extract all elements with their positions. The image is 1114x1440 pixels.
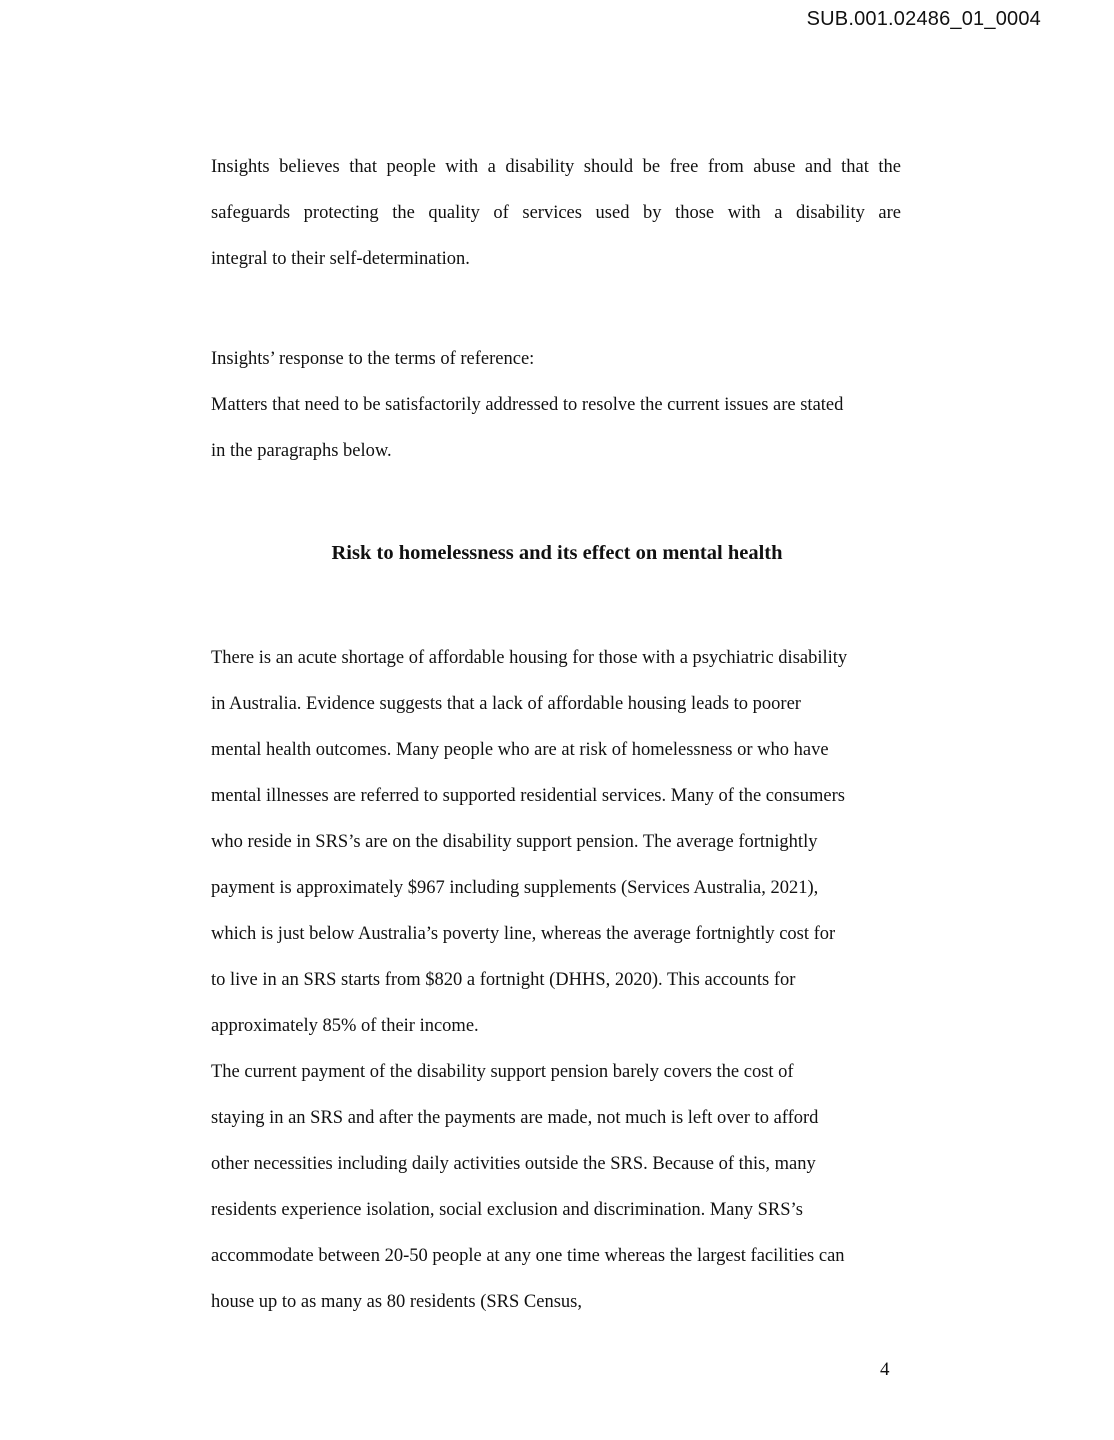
paragraph-3-line-1: There is an acute shortage of affordable housing for those with a psychiatric disability bbox=[211, 648, 848, 668]
paragraph-3-line-4: mental illnesses are referred to supported residential services. Many of the consumers bbox=[211, 786, 845, 806]
paragraph-4-line-2: staying in an SRS and after the payments are made, not much is left over to afford bbox=[211, 1108, 819, 1128]
paragraph-3-line-9: approximately 85% of their income. bbox=[211, 1016, 479, 1036]
paragraph-4-line-1: The current payment of the disability support pension barely covers the cost of bbox=[211, 1062, 794, 1082]
document-id: SUB.001.02486_01_0004 bbox=[806, 8, 1041, 30]
section-heading: Risk to homelessness and its effect on mental health bbox=[331, 542, 783, 564]
paragraph-4-line-5: accommodate between 20-50 people at any one time whereas the largest facilities can bbox=[211, 1246, 845, 1266]
paragraph-2-line-2: Matters that need to be satisfactorily addressed to resolve the current issues are stated bbox=[211, 395, 844, 415]
paragraph-4-line-3: other necessities including daily activities outside the SRS. Because of this, many bbox=[211, 1154, 816, 1174]
paragraph-3-line-8: to live in an SRS starts from $820 a fortnight (DHHS, 2020). This accounts for bbox=[211, 970, 796, 990]
paragraph-3-line-3: mental health outcomes. Many people who are at risk of homelessness or who have bbox=[211, 740, 829, 760]
paragraph-4-line-4: residents experience isolation, social exclusion and discrimination. Many SRS’s bbox=[211, 1200, 803, 1220]
paragraph-3-line-7: which is just below Australia’s poverty line, whereas the average fortnightly cost for bbox=[211, 924, 836, 944]
paragraph-1-line-2: safeguards protecting the quality of services used by those with a disability are bbox=[211, 203, 901, 223]
paragraph-3-line-2: in Australia. Evidence suggests that a lack of affordable housing leads to poorer bbox=[211, 694, 801, 714]
paragraph-2-line-3: in the paragraphs below. bbox=[211, 441, 392, 461]
paragraph-4-line-6: house up to as many as 80 residents (SRS Census, bbox=[211, 1292, 583, 1312]
paragraph-2-line-1: Insights’ response to the terms of reference: bbox=[211, 349, 535, 369]
paragraph-1-line-3: integral to their self-determination. bbox=[211, 249, 470, 269]
paragraph-1-line-1: Insights believes that people with a disability should be free from abuse and that the bbox=[211, 157, 901, 177]
paragraph-3-line-6: payment is approximately $967 including supplements (Services Australia, 2021), bbox=[211, 878, 819, 898]
paragraph-3-line-5: who reside in SRS’s are on the disability support pension. The average fortnightly bbox=[211, 832, 818, 852]
page-number: 4 bbox=[880, 1359, 890, 1380]
